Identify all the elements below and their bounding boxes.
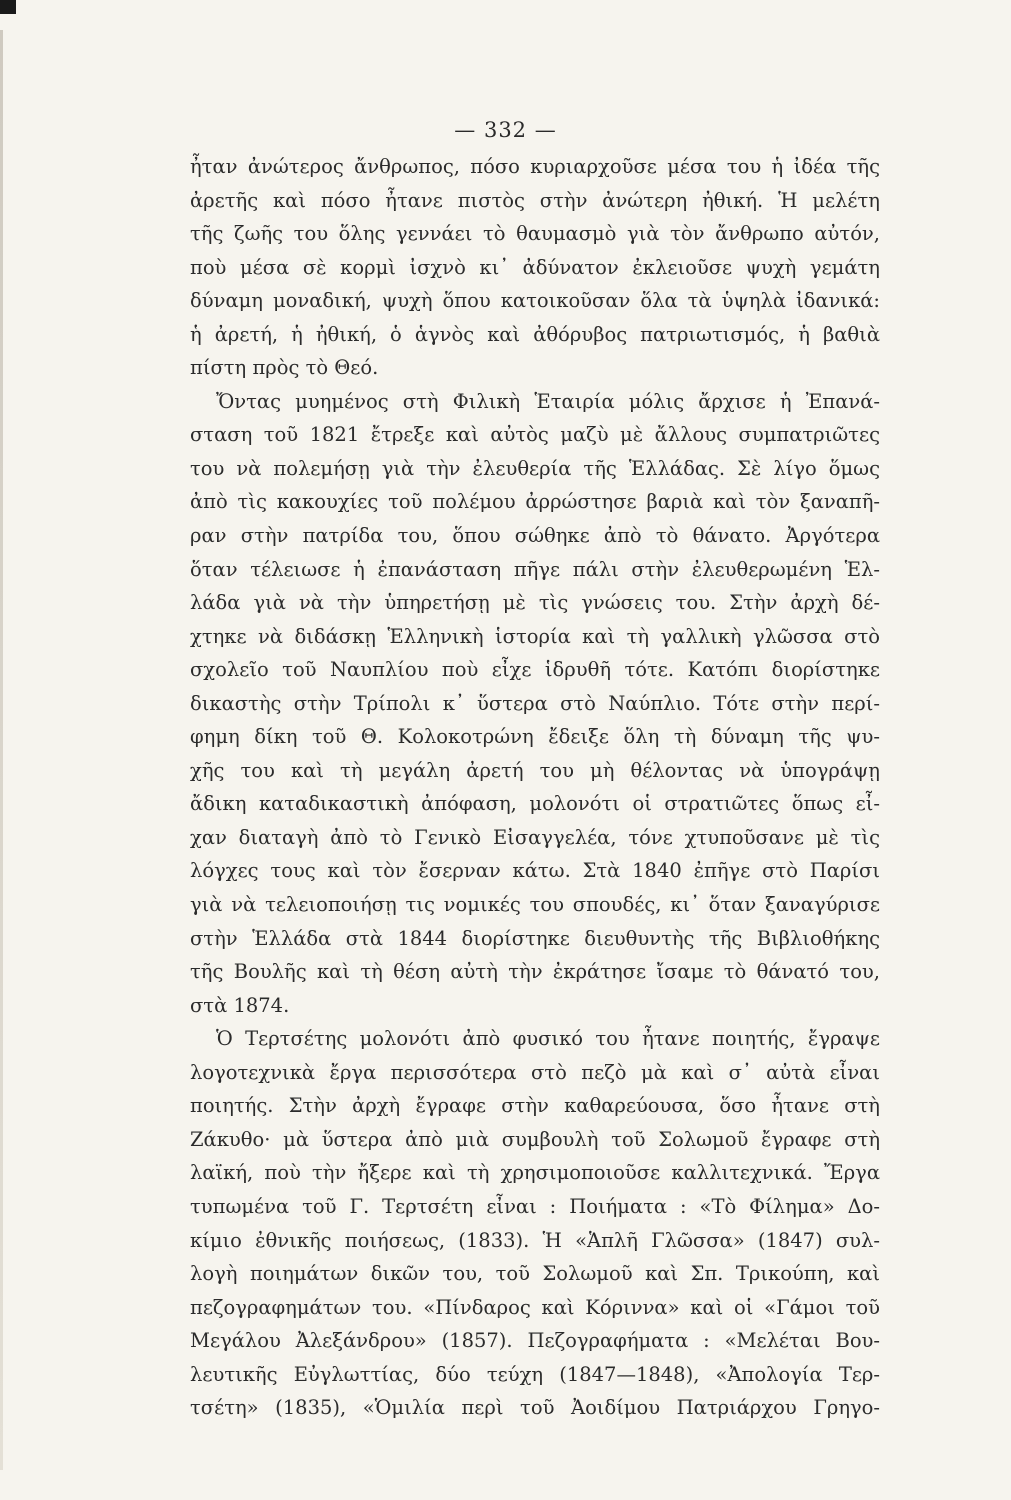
text-line: δικαστὴς στὴν Τρίπολι κ᾽ ὕστερα στὸ Ναύπλιο. Τότε στὴν περί- — [190, 691, 880, 715]
text-line: τῆς ζωῆς του ὅλης γεννάει τὸ θαυμασμὸ γιὰ τὸν ἄνθρωπο αὐτόν, — [190, 222, 880, 246]
text-line: πεζογραφημάτων του. «Πίνδαρος καὶ Κόριννα» καὶ οἱ «Γάμοι τοῦ — [190, 1295, 880, 1319]
text-line: τσέτη» (1835), «Ὁμιλία περὶ τοῦ Ἀοιδίμου Πατριάρχου Γρηγο- — [190, 1396, 880, 1420]
text-line: χῆς του καὶ τὴ μεγάλη ἀρετή του μὴ θέλοντας νὰ ὑπογράψῃ — [190, 758, 880, 782]
text-line: σταση τοῦ 1821 ἔτρεξε καὶ αὐτὸς μαζὺ μὲ ἄλλους συμπατριῶτες — [190, 423, 880, 447]
text-line: Μεγάλου Ἀλεξάνδρου» (1857). Πεζογραφήματα : «Μελέται Βου- — [190, 1329, 880, 1353]
text-line: ἀρετῆς καὶ πόσο ἦτανε πιστὸς στὴν ἀνώτερη ἠθική. Ἡ μελέτη — [190, 188, 880, 212]
text-line: Ζάκυθο· μὰ ὕστερα ἀπὸ μιὰ συμβουλὴ τοῦ Σολωμοῦ ἔγραφε στὴ — [190, 1127, 880, 1151]
text-line: τῆς Βουλῆς καὶ τὴ θέση αὐτὴ τὴν ἐκράτησε ἴσαμε τὸ θάνατό του, — [190, 960, 880, 984]
text-line: ραν στὴν πατρίδα του, ὅπου σώθηκε ἀπὸ τὸ θάνατο. Ἀργότερα — [190, 524, 880, 548]
text-line: λογὴ ποιημάτων δικῶν του, τοῦ Σολωμοῦ καὶ Σπ. Τρικούπη, καὶ — [190, 1262, 880, 1286]
text-line: ποιητής. Στὴν ἀρχὴ ἔγραφε στὴν καθαρεύουσα, ὅσο ἦτανε στὴ — [190, 1094, 880, 1118]
text-line: ποὺ μέσα σὲ κορμὶ ἰσχνὸ κι᾽ ἀδύνατον ἐκλειοῦσε ψυχὴ γεμάτη — [190, 255, 880, 279]
page-number: — 332 — — [454, 118, 557, 142]
body-text — [190, 150, 880, 1425]
text-line: λόγχες τους καὶ τὸν ἔσερναν κάτω. Στὰ 1840 ἐπῆγε στὸ Παρίσι — [190, 859, 880, 883]
text-line: γιὰ νὰ τελειοποιήσῃ τις νομικές του σπουδές, κι᾽ ὅταν ξαναγύρισε — [190, 893, 880, 917]
text-line: φημη δίκη τοῦ Θ. Κολοκοτρώνη ἔδειξε ὅλη τὴ δύναμη τῆς ψυ- — [190, 725, 880, 749]
text-line: χαν διαταγὴ ἀπὸ τὸ Γενικὸ Εἰσαγγελέα, τόνε χτυποῦσανε μὲ τὶς — [190, 825, 880, 849]
text-line: ἀπὸ τὶς κακουχίες τοῦ πολέμου ἀρρώστησε βαριὰ καὶ τὸν ξαναπῆ- — [190, 490, 880, 514]
text-line: Ὄντας μυημένος στὴ Φιλικὴ Ἑταιρία μόλις ἄρχισε ἡ Ἐπανά- — [216, 389, 880, 413]
text-line: του νὰ πολεμήσῃ γιὰ τὴν ἐλευθερία τῆς Ἑλλάδας. Σὲ λίγο ὅμως — [190, 456, 880, 480]
text-line: κίμιο ἐθνικῆς ποιήσεως, (1833). Ἡ «Ἁπλῆ Γλῶσσα» (1847) συλ- — [190, 1228, 880, 1252]
text-line: ἦταν ἀνώτερος ἄνθρωπος, πόσο κυριαρχοῦσε μέσα του ἡ ἰδέα τῆς — [190, 155, 880, 178]
text-line: ὅταν τέλειωσε ἡ ἐπανάσταση πῆγε πάλι στὴν ἐλευθερωμένη Ἑλ- — [190, 557, 880, 581]
text-line: ἡ ἀρετή, ἡ ἠθική, ὁ ἁγνὸς καὶ ἀθόρυβος πατριωτισμός, ἡ βαθιὰ — [190, 322, 880, 346]
text-line: τυπωμένα τοῦ Γ. Τερτσέτη εἶναι : Ποιήματα : «Τὸ Φίλημα» Δο- — [190, 1194, 880, 1218]
text-line: σχολεῖο τοῦ Ναυπλίου ποὺ εἶχε ἱδρυθῆ τότε. Κατόπι διορίστηκε — [190, 658, 880, 682]
page-edge-shadow — [0, 30, 3, 1470]
text-line: δύναμη μοναδική, ψυχὴ ὅπου κατοικοῦσαν ὅλα τὰ ὑψηλὰ ἰδανικά: — [190, 289, 880, 313]
text-line: λογοτεχνικὰ ἔργα περισσότερα στὸ πεζὸ μὰ καὶ σ᾽ αὐτὰ εἶναι — [190, 1060, 880, 1084]
scan-corner-mark — [0, 0, 16, 14]
text-line: χτηκε νὰ διδάσκῃ Ἑλληνικὴ ἱστορία καὶ τὴ γαλλικὴ γλῶσσα στὸ — [190, 624, 880, 648]
text-line: στὰ 1874. — [190, 993, 290, 1017]
text-line: λευτικῆς Εὐγλωττίας, δύο τεύχη (1847—1848), «Ἀπολογία Τερ- — [190, 1362, 880, 1386]
text-line: πίστη πρὸς τὸ Θεό. — [190, 356, 379, 380]
text-line: Ὁ Τερτσέτης μολονότι ἀπὸ φυσικό του ἦτανε ποιητής, ἔγραψε — [216, 1027, 880, 1051]
text-line: στὴν Ἑλλάδα στὰ 1844 διορίστηκε διευθυντὴς τῆς Βιβλιοθήκης — [190, 926, 880, 950]
text-line: ἄδικη καταδικαστικὴ ἀπόφαση, μολονότι οἱ στρατιῶτες ὅπως εἶ- — [190, 792, 880, 816]
text-line: λάδα γιὰ νὰ τὴν ὑπηρετήσῃ μὲ τὶς γνώσεις του. Στὴν ἀρχὴ δέ- — [190, 591, 880, 615]
text-line: λαϊκή, ποὺ τὴν ἤξερε καὶ τὴ χρησιμοποιοῦσε καλλιτεχνικά. Ἔργα — [190, 1161, 880, 1185]
